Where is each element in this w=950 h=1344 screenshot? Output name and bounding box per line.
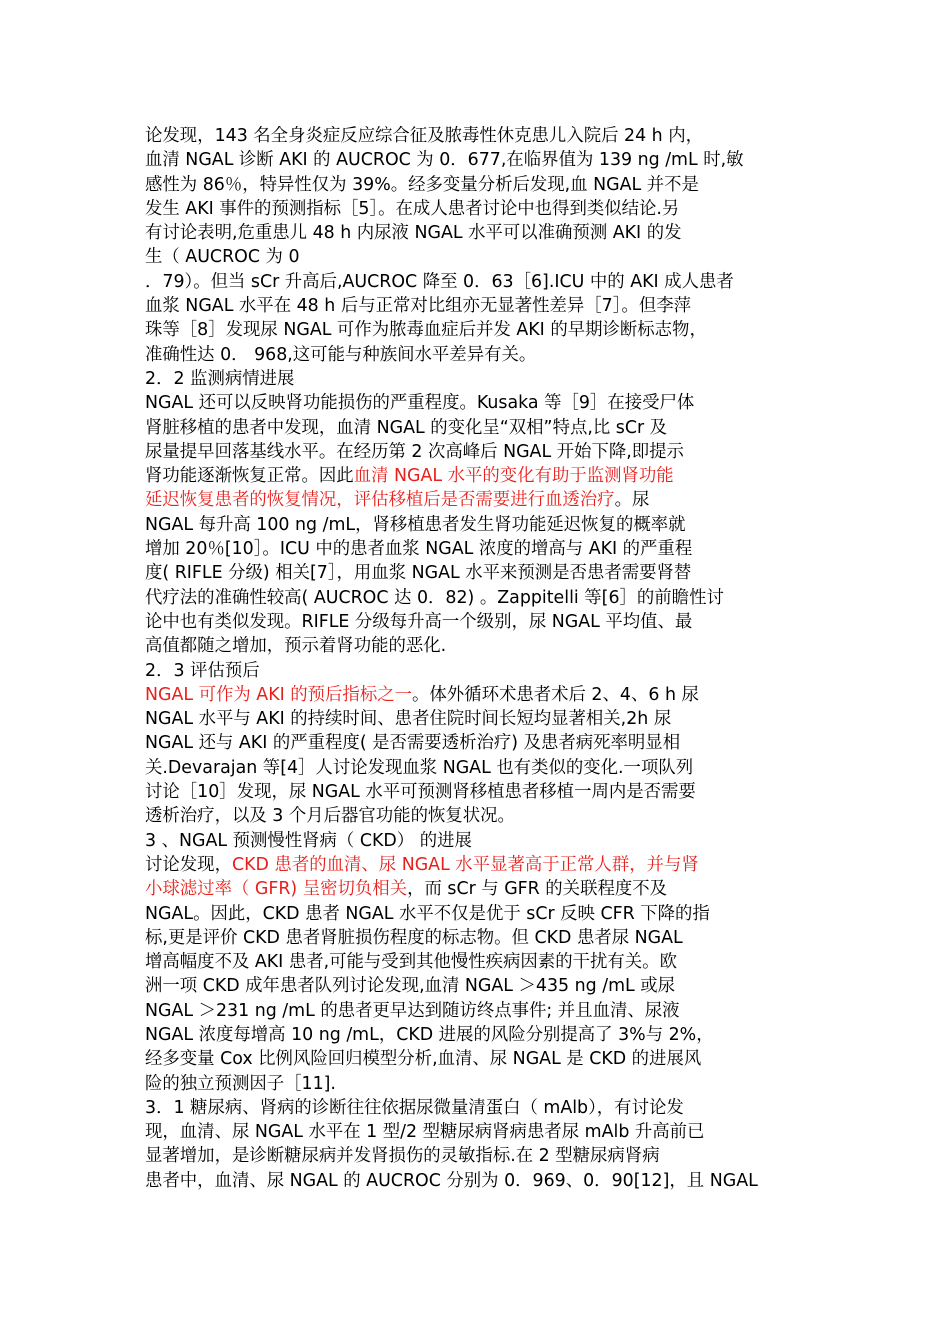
body-text: 现，血清、尿 NGAL 水平在 1 型/2 型糖尿病肾病患者尿 mAlb 升高前已 [145, 1122, 705, 1143]
body-text: 度( RIFLE 分级) 相关[7］，用血浆 NGAL 水平来预测是否患者需要肾替 [145, 563, 692, 584]
text-line [145, 391, 810, 415]
body-text: 患者中，血清、尿 NGAL 的 AUCROC 分别为 0．969、0．90[12]，且 NGAL [145, 1170, 758, 1191]
text-line [145, 659, 810, 683]
body-text: NGAL 还可以反映肾功能损伤的严重程度。Kusaka 等［9］在接受尸体 [145, 393, 695, 414]
text-line [145, 245, 810, 269]
text-line [145, 488, 810, 512]
text-line [145, 270, 810, 294]
text-line [145, 610, 810, 634]
body-text: 论发现，143 名全身炎症反应综合征及脓毒性休克患儿入院后 24 h 内， [145, 126, 704, 146]
body-text: 3．1 糖尿病、肾病的诊断往往依据尿微量清蛋白（ mAlb），有讨论发 [145, 1097, 684, 1118]
text-line [145, 221, 810, 245]
body-text: ．79）。但当 sCr 升高后,AUCROC 降至 0．63［6].ICU 中的 AKI 成人患者 [145, 271, 734, 292]
body-text: NGAL 水平与 AKI 的持续时间、患者住院时间长短均显著相关,2h 尿 [145, 709, 672, 730]
text-line [145, 343, 810, 367]
body-text: NGAL ＞231 ng /mL 的患者更早达到随访终点事件; 并且血清、尿液 [145, 1000, 680, 1021]
body-text: 准确性达 0． 968,这可能与种族间水平差异有关。 [145, 344, 537, 365]
text-line [145, 124, 810, 148]
text-line [145, 853, 810, 877]
text-line [145, 780, 810, 804]
highlighted-text: NGAL 可作为 AKI 的预后指标之一 [145, 684, 412, 705]
body-text: 显著增加，是诊断糖尿病并发肾损伤的灵敏指标.在 2 型糖尿病肾病 [145, 1146, 660, 1167]
highlighted-text: 延迟恢复患者的恢复情况，评估移植后是否需要进行血透治疗 [145, 490, 615, 511]
text-line [145, 1072, 810, 1096]
document-body [145, 124, 810, 1193]
text-line [145, 731, 810, 755]
body-text: 尿量提早回落基线水平。在经历第 2 次高峰后 NGAL 开始下降,即提示 [145, 441, 684, 462]
text-line [145, 148, 810, 172]
text-line [145, 561, 810, 585]
body-text: 发生 AKI 事件的预测指标［5］。在成人患者讨论中也得到类似结论.另 [145, 198, 680, 219]
body-text: 肾脏移植的患者中发现，血清 NGAL 的变化呈“双相”特点,比 sCr 及 [145, 417, 668, 438]
body-text: 讨论发现， [145, 854, 232, 875]
text-line [145, 173, 810, 197]
body-text: 洲一项 CKD 成年患者队列讨论发现,血清 NGAL ＞435 ng /mL 或尿 [145, 976, 676, 997]
text-line [145, 416, 810, 440]
highlighted-text: CKD 患者的血清、尿 NGAL 水平显著高于正常人群，并与肾 [231, 854, 699, 875]
text-line [145, 1047, 810, 1071]
body-text: NGAL 还与 AKI 的严重程度( 是否需要透析治疗) 及患者病死率明显相 [145, 733, 681, 754]
text-line [145, 513, 810, 537]
body-text: 高值都随之增加，预示着肾功能的恶化. [145, 636, 447, 657]
body-text: 2．2 监测病情进展 [145, 368, 295, 389]
text-line [145, 586, 810, 610]
body-text: 血浆 NGAL 水平在 48 h 后与正常对比组亦无显著性差异［7］。但李萍 [145, 296, 691, 317]
body-text: 感性为 86％，特异性仅为 39%。经多变量分析后发现,血 NGAL 并不是 [145, 174, 699, 195]
text-line [145, 756, 810, 780]
highlighted-text: 血清 NGAL 水平的变化有助于监测肾功能 [353, 466, 674, 487]
body-text: 3 、NGAL 预测慢性肾病（ CKD） 的进展 [145, 830, 472, 851]
text-line [145, 464, 810, 488]
body-text: 论中也有类似发现。RIFLE 分级每升高一个级别，尿 NGAL 平均值、最 [145, 611, 693, 632]
body-text: ，而 sCr 与 GFR 的关联程度不及 [407, 879, 668, 900]
body-text: NGAL。因此，CKD 患者 NGAL 水平不仅是优于 sCr 反映 CFR 下降的指 [145, 903, 710, 924]
body-text: 血清 NGAL 诊断 AKI 的 AUCROC 为 0．677,在临界值为 139 ng /mL 时,敏 [145, 150, 744, 171]
body-text: 透析治疗，以及 3 个月后器官功能的恢复状况。 [145, 806, 515, 827]
text-line [145, 999, 810, 1023]
text-line [145, 197, 810, 221]
body-text: 标,更是评价 CKD 患者肾脏损伤程度的标志物。但 CKD 患者尿 NGAL [145, 927, 683, 948]
body-text: 经多变量 Cox 比例风险回归模型分析,血清、尿 NGAL 是 CKD 的进展风 [145, 1049, 702, 1070]
text-line [145, 829, 810, 853]
body-text: NGAL 浓度每增高 10 ng /mL，CKD 进展的风险分别提高了 3%与 2%， [145, 1024, 714, 1045]
body-text: 讨论［10］发现，尿 NGAL 水平可预测肾移植患者移植一周内是否需要 [145, 782, 696, 803]
body-text: 增高幅度不及 AKI 患者,可能与受到其他慢性疾病因素的干扰有关。欧 [145, 952, 677, 973]
body-text: 生（ AUCROC 为 0 [145, 247, 300, 268]
text-line [145, 1144, 810, 1168]
text-line [145, 634, 810, 658]
text-line [145, 294, 810, 318]
text-line [145, 367, 810, 391]
body-text: 肾功能逐渐恢复正常。因此 [145, 466, 354, 487]
body-text: 珠等［8］发现尿 NGAL 可作为脓毒血症后并发 AKI 的早期诊断标志物， [145, 320, 707, 341]
text-line [145, 974, 810, 998]
text-line [145, 950, 810, 974]
text-line [145, 707, 810, 731]
text-line [145, 1096, 810, 1120]
text-line [145, 683, 810, 707]
body-text: 代疗法的准确性较高( AUCROC 达 0．82) 。Zappitelli 等[6］的前瞻性讨 [145, 587, 724, 608]
body-text: 2．3 评估预后 [145, 660, 260, 681]
body-text: 关.Devarajan 等[4］人讨论发现血浆 NGAL 也有类似的变化.一项队列 [145, 757, 694, 778]
body-text: 有讨论表明,危重患儿 48 h 内尿液 NGAL 水平可以准确预测 AKI 的发 [145, 223, 682, 244]
body-text: 险的独立预测因子［11]. [145, 1073, 336, 1094]
text-line [145, 1169, 810, 1193]
text-line [145, 902, 810, 926]
text-line [145, 877, 810, 901]
body-text: 增加 20％[10］。ICU 中的患者血浆 NGAL 浓度的增高与 AKI 的严重程 [145, 539, 693, 560]
text-line [145, 804, 810, 828]
text-line [145, 440, 810, 464]
highlighted-text: 小球滤过率（ GFR) 呈密切负相关 [145, 879, 408, 900]
text-line [145, 1023, 810, 1047]
body-text: 。体外循环术患者术后 2、4、6 h 尿 [412, 684, 699, 705]
body-text: 。尿 [614, 490, 650, 511]
text-line [145, 926, 810, 950]
text-line [145, 1120, 810, 1144]
text-line [145, 537, 810, 561]
body-text: NGAL 每升高 100 ng /mL，肾移植患者发生肾功能延迟恢复的概率就 [145, 514, 686, 535]
text-line [145, 318, 810, 342]
